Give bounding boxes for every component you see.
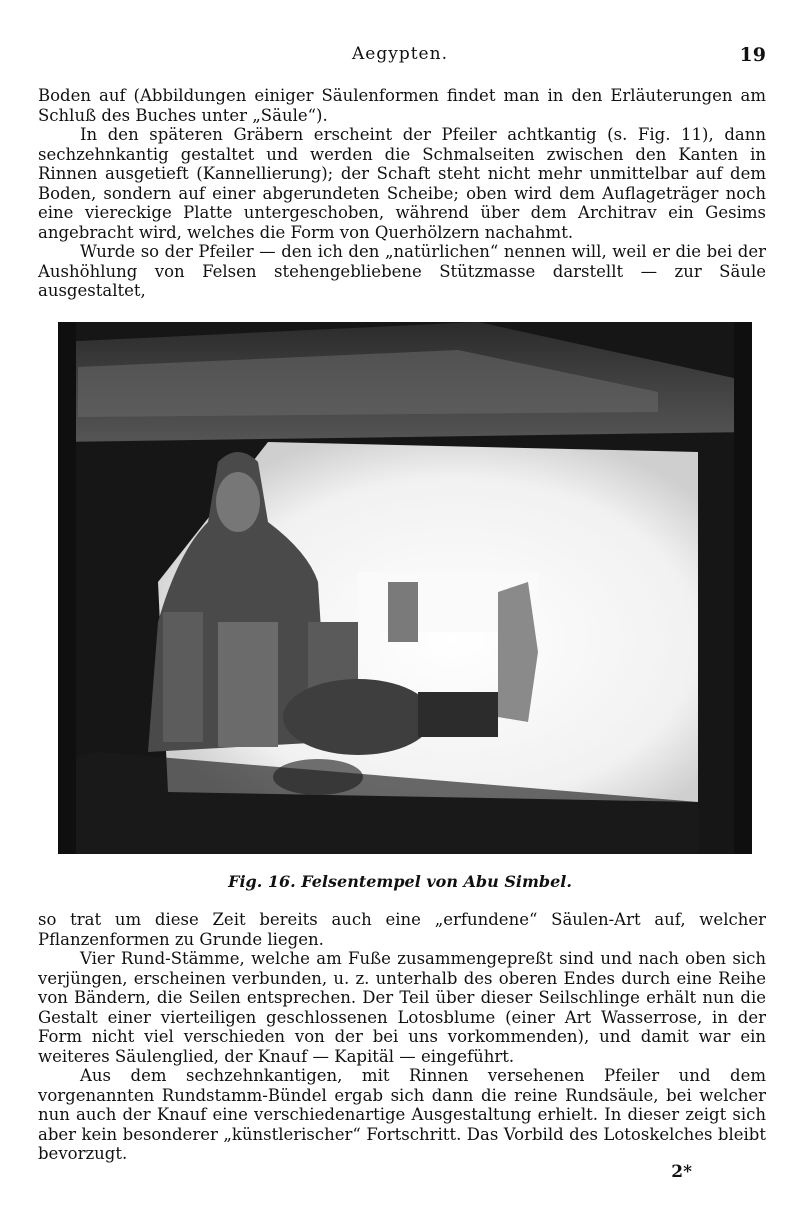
signature-mark: 2* <box>671 1162 692 1182</box>
paragraph: so trat um diese Zeit bereits auch eine „erfundene“ Säulen-Art auf, welcher Pflanzenformen zu Grunde liegen. <box>38 910 766 949</box>
paragraph: Vier Rund-Stämme, welche am Fuße zusammengepreßt sind und nach oben sich verjüngen, erscheinen verbunden, u. z. unterhalb des oberen Endes durch eine Reihe von Bändern, die Seilen entsprechen. Der Teil über dieser Seilschlinge erhält nun die Gestalt einer vierteiligen geschlossenen Lotosblume (einer Art Wasserrose, in der Form nicht viel verschieden von der bei uns vorkommenden), und damit war ein weiteres Säulenglied, der Knauf — Kapitäl — eingeführt. <box>38 949 766 1066</box>
body-text-bottom <box>38 910 766 1164</box>
paragraph: Boden auf (Abbildungen einiger Säulenformen findet man in den Erläuterungen am Schluß des Buches unter „Säule“). <box>38 86 766 125</box>
running-header-title: Aegypten. <box>352 44 448 64</box>
paragraph: In den späteren Gräbern erscheint der Pfeiler achtkantig (s. Fig. 11), dann sechzehnkantig gestaltet und werden die Schmalseiten zwischen den Kanten in Rinnen ausgetieft (Kannellierung); der Schaft steht nicht mehr unmittelbar auf dem Boden, sondern auf einer abgerundeten Scheibe; oben wird dem Auflageträger noch eine viereckige Platte untergeschoben, während über dem Architrav ein Gesims angebracht wird, welches die Form von Querhölzern nachahmt. <box>38 125 766 242</box>
paragraph: Wurde so der Pfeiler — den ich den „natürlichen“ nennen will, weil er die bei der Aushöhlung von Felsen stehengebliebene Stützmasse darstellt — zur Säule ausgestaltet, <box>38 242 766 300</box>
abu-simbel-photo-illustration <box>58 322 752 854</box>
page-number: 19 <box>739 44 766 66</box>
figure-caption: Fig. 16. Felsentempel von Abu Simbel. <box>228 872 572 891</box>
body-text-top <box>38 86 766 301</box>
temple-photograph <box>58 322 752 854</box>
paragraph: Aus dem sechzehnkantigen, mit Rinnen versehenen Pfeiler und dem vorgenannten Rundstamm-Bündel ergab sich dann die reine Rundsäule, bei welcher nun auch der Knauf eine verschiedenartige Ausgestaltung erhielt. In dieser zeigt sich aber kein besonderer „künstlerischer“ Fortschritt. Das Vorbild des Lotoskelches bleibt bevorzugt. <box>38 1066 766 1163</box>
